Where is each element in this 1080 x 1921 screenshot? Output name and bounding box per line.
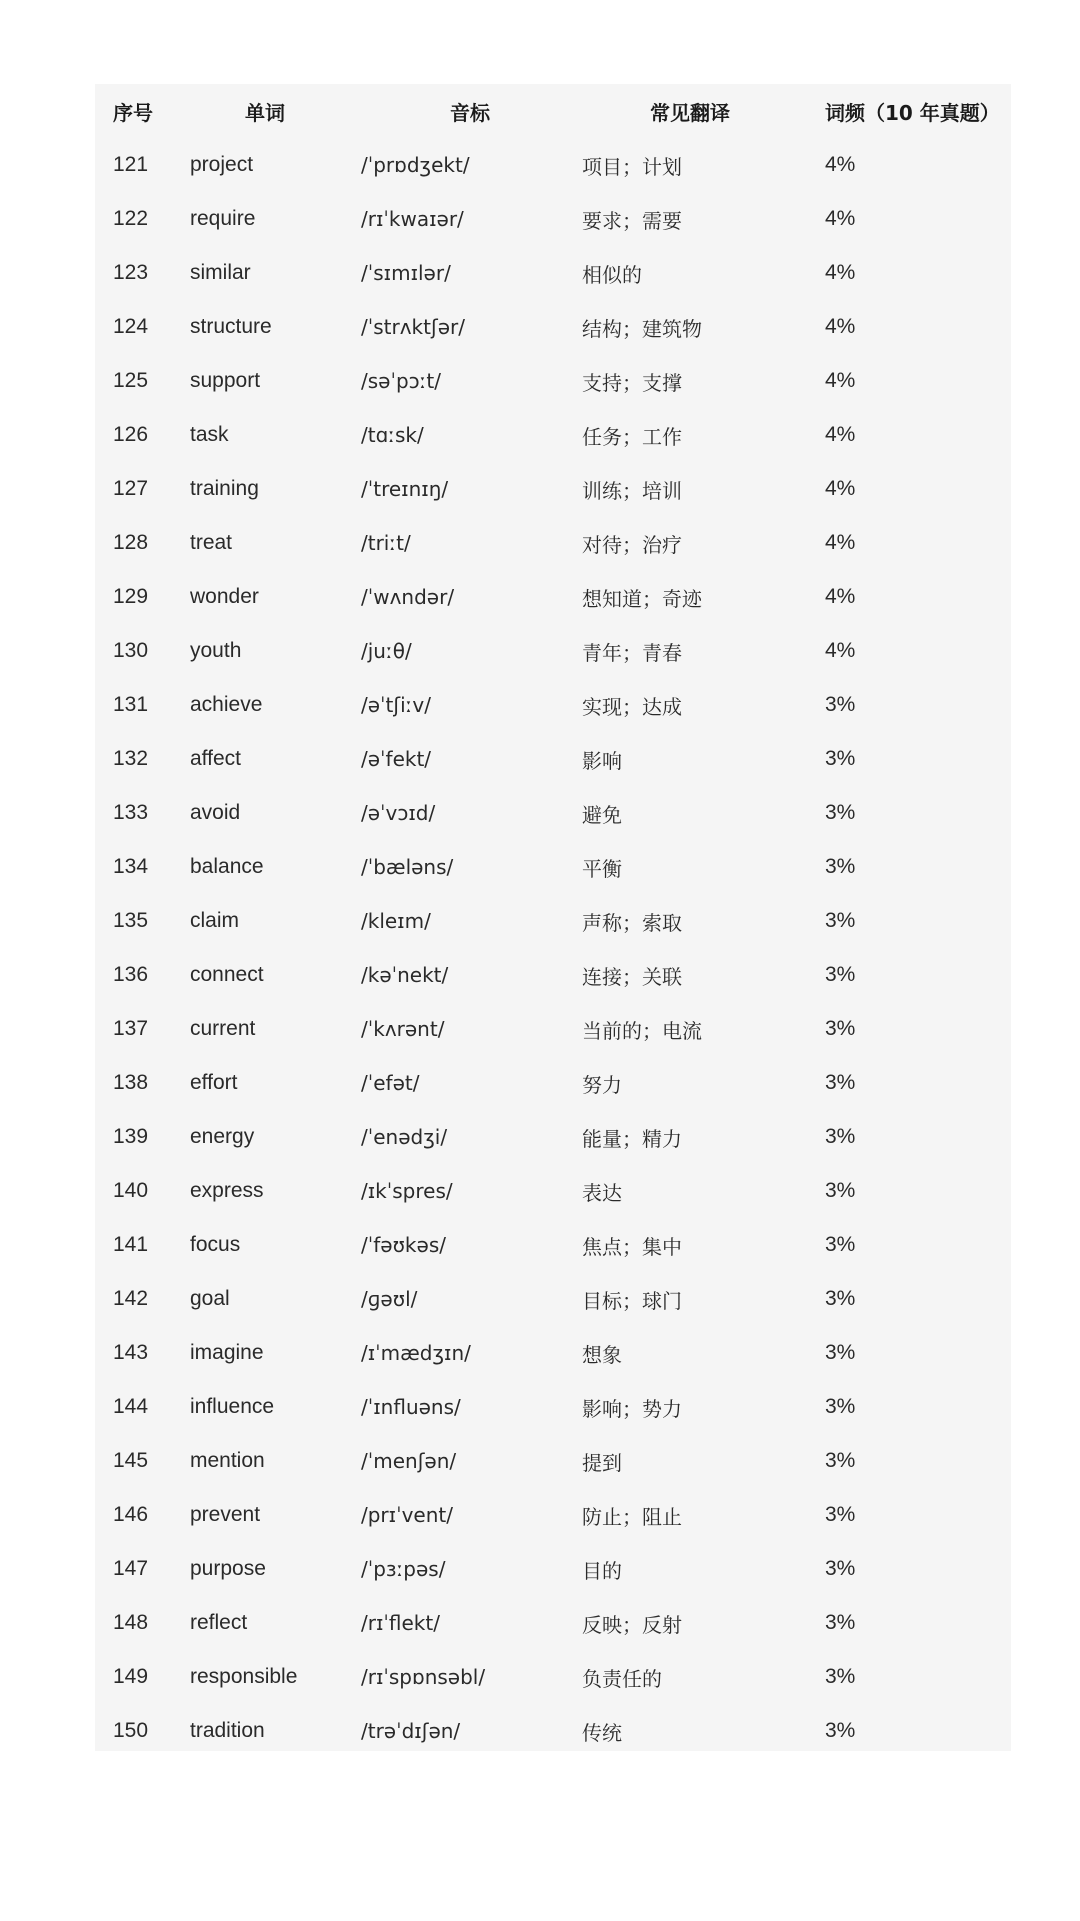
cell-index: 142: [113, 1287, 149, 1310]
cell-index: 146: [113, 1503, 149, 1526]
cell-phonetic: /prɪˈvent/: [361, 1503, 453, 1527]
table-row: [95, 948, 1011, 1002]
cell-frequency: 4%: [825, 531, 856, 554]
cell-word: balance: [190, 855, 264, 878]
cell-frequency: 3%: [825, 1449, 856, 1472]
cell-translation: 影响；势力: [582, 1396, 682, 1421]
cell-phonetic: /əˈtʃiːv/: [361, 693, 431, 717]
cell-index: 150: [113, 1719, 149, 1742]
cell-translation: 影响: [582, 748, 622, 773]
cell-word: connect: [190, 963, 264, 986]
cell-frequency: 4%: [825, 477, 856, 500]
cell-word: energy: [190, 1125, 255, 1148]
table-row: [95, 1272, 1011, 1326]
cell-frequency: 3%: [825, 801, 856, 824]
header-translation: 常见翻译: [650, 100, 730, 125]
cell-translation: 平衡: [582, 856, 622, 881]
cell-index: 137: [113, 1017, 149, 1040]
table-row: [95, 1110, 1011, 1164]
cell-frequency: 3%: [825, 1665, 856, 1688]
cell-phonetic: /ˈefət/: [361, 1071, 420, 1095]
cell-phonetic: /rɪˈkwaɪər/: [361, 207, 464, 231]
cell-index: 129: [113, 585, 149, 608]
cell-translation: 声称；索取: [582, 910, 682, 935]
cell-word: reflect: [190, 1611, 248, 1634]
cell-index: 141: [113, 1233, 149, 1256]
cell-phonetic: /ɪkˈspres/: [361, 1179, 453, 1203]
cell-word: tradition: [190, 1719, 265, 1742]
cell-frequency: 4%: [825, 585, 856, 608]
cell-phonetic: /ɡəʊl/: [361, 1287, 418, 1311]
table-row: [95, 192, 1011, 246]
cell-word: responsible: [190, 1665, 298, 1688]
cell-index: 126: [113, 423, 149, 446]
cell-phonetic: /ˈfəʊkəs/: [361, 1233, 446, 1257]
cell-translation: 相似的: [582, 262, 642, 287]
table-row: [95, 138, 1011, 192]
cell-frequency: 3%: [825, 1017, 856, 1040]
table-row: [95, 1542, 1011, 1596]
cell-frequency: 3%: [825, 1233, 856, 1256]
cell-translation: 目标；球门: [582, 1288, 682, 1313]
table-row: [95, 1218, 1011, 1272]
cell-index: 136: [113, 963, 149, 986]
cell-translation: 负责任的: [582, 1666, 662, 1691]
cell-word: mention: [190, 1449, 265, 1472]
cell-frequency: 3%: [825, 747, 856, 770]
header-frequency: 词频（10 年真题）: [825, 100, 1000, 125]
cell-frequency: 3%: [825, 1341, 856, 1364]
cell-frequency: 4%: [825, 423, 856, 446]
cell-phonetic: /kəˈnekt/: [361, 963, 449, 987]
cell-frequency: 4%: [825, 639, 856, 662]
cell-frequency: 3%: [825, 855, 856, 878]
table-row: [95, 1650, 1011, 1704]
cell-translation: 青年；青春: [582, 640, 682, 665]
cell-phonetic: /tɑːsk/: [361, 423, 424, 447]
cell-phonetic: /ˈsɪmɪlər/: [361, 261, 451, 285]
cell-frequency: 3%: [825, 1395, 856, 1418]
cell-frequency: 4%: [825, 261, 856, 284]
cell-translation: 任务；工作: [582, 424, 682, 449]
cell-word: influence: [190, 1395, 275, 1418]
cell-index: 133: [113, 801, 149, 824]
cell-translation: 能量；精力: [582, 1126, 682, 1151]
cell-translation: 对待；治疗: [582, 532, 682, 557]
cell-index: 147: [113, 1557, 149, 1580]
cell-word: purpose: [190, 1557, 266, 1580]
cell-translation: 提到: [582, 1450, 622, 1475]
cell-translation: 结构；建筑物: [582, 316, 702, 341]
table-row: [95, 354, 1011, 408]
cell-translation: 想知道；奇迹: [582, 586, 702, 611]
cell-translation: 当前的；电流: [582, 1018, 702, 1043]
cell-frequency: 3%: [825, 909, 856, 932]
table-header-row: [95, 84, 1011, 138]
cell-phonetic: /ˈwʌndər/: [361, 585, 455, 609]
cell-index: 134: [113, 855, 149, 878]
cell-translation: 传统: [582, 1720, 622, 1745]
cell-phonetic: /rɪˈflekt/: [361, 1611, 440, 1635]
cell-index: 144: [113, 1395, 149, 1418]
header-phonetic: 音标: [450, 100, 490, 125]
cell-phonetic: /ˈpɜːpəs/: [361, 1557, 446, 1581]
cell-frequency: 4%: [825, 207, 856, 230]
cell-word: treat: [190, 531, 233, 554]
table-row: [95, 300, 1011, 354]
cell-translation: 表达: [582, 1180, 622, 1205]
table-row: [95, 1002, 1011, 1056]
cell-word: require: [190, 207, 256, 230]
cell-word: prevent: [190, 1503, 261, 1526]
cell-word: goal: [190, 1287, 230, 1310]
cell-word: avoid: [190, 801, 241, 824]
cell-phonetic: /səˈpɔːt/: [361, 369, 441, 393]
cell-frequency: 3%: [825, 1125, 856, 1148]
table-row: [95, 1380, 1011, 1434]
cell-index: 149: [113, 1665, 149, 1688]
table-row: [95, 246, 1011, 300]
table-row: [95, 1596, 1011, 1650]
table-row: [95, 462, 1011, 516]
cell-word: structure: [190, 315, 272, 338]
cell-phonetic: /trəˈdɪʃən/: [361, 1719, 461, 1743]
cell-frequency: 3%: [825, 1179, 856, 1202]
table-row: [95, 786, 1011, 840]
table-row: [95, 1326, 1011, 1380]
cell-frequency: 4%: [825, 369, 856, 392]
table-row: [95, 570, 1011, 624]
cell-word: imagine: [190, 1341, 264, 1364]
cell-frequency: 3%: [825, 1719, 856, 1742]
cell-frequency: 3%: [825, 1557, 856, 1580]
cell-index: 130: [113, 639, 149, 662]
table-row: [95, 1164, 1011, 1218]
cell-frequency: 3%: [825, 693, 856, 716]
cell-translation: 项目；计划: [582, 154, 682, 179]
cell-phonetic: /ˈenədʒi/: [361, 1125, 448, 1149]
table-row: [95, 1704, 1011, 1758]
cell-translation: 焦点；集中: [582, 1234, 682, 1259]
cell-translation: 实现；达成: [582, 694, 682, 719]
cell-index: 132: [113, 747, 149, 770]
cell-word: claim: [190, 909, 240, 932]
cell-index: 135: [113, 909, 149, 932]
cell-translation: 避免: [582, 802, 622, 827]
cell-frequency: 3%: [825, 963, 856, 986]
cell-word: express: [190, 1179, 264, 1202]
cell-frequency: 3%: [825, 1071, 856, 1094]
cell-phonetic: /ˈprɒdʒekt/: [361, 153, 470, 177]
cell-word: effort: [190, 1071, 238, 1094]
cell-phonetic: /ɪˈmædʒɪn/: [361, 1341, 471, 1365]
cell-phonetic: /rɪˈspɒnsəbl/: [361, 1665, 486, 1689]
header-word: 单词: [245, 100, 285, 125]
table-row: [95, 624, 1011, 678]
cell-translation: 努力: [582, 1072, 622, 1097]
cell-translation: 防止；阻止: [582, 1504, 682, 1529]
cell-phonetic: /ˈkʌrənt/: [361, 1017, 445, 1041]
cell-index: 127: [113, 477, 149, 500]
cell-phonetic: /kleɪm/: [361, 909, 431, 933]
cell-word: achieve: [190, 693, 263, 716]
table-row: [95, 894, 1011, 948]
cell-translation: 要求；需要: [582, 208, 682, 233]
cell-word: training: [190, 477, 259, 500]
cell-word: focus: [190, 1233, 241, 1256]
cell-index: 138: [113, 1071, 149, 1094]
cell-index: 121: [113, 153, 149, 176]
table-row: [95, 1488, 1011, 1542]
table-row: [95, 1056, 1011, 1110]
cell-index: 143: [113, 1341, 149, 1364]
cell-index: 140: [113, 1179, 149, 1202]
cell-word: wonder: [190, 585, 259, 608]
cell-translation: 连接；关联: [582, 964, 682, 989]
table-row: [95, 516, 1011, 570]
cell-phonetic: /juːθ/: [361, 639, 412, 663]
cell-word: project: [190, 153, 254, 176]
cell-translation: 反映；反射: [582, 1612, 682, 1637]
cell-frequency: 4%: [825, 153, 856, 176]
table-row: [95, 1434, 1011, 1488]
cell-translation: 想象: [582, 1342, 622, 1367]
cell-phonetic: /ˈmenʃən/: [361, 1449, 457, 1473]
table-row: [95, 678, 1011, 732]
cell-word: current: [190, 1017, 256, 1040]
cell-translation: 支持；支撑: [582, 370, 682, 395]
cell-phonetic: /ˈɪnfluəns/: [361, 1395, 461, 1419]
cell-word: youth: [190, 639, 242, 662]
vocabulary-table: [95, 84, 1011, 1751]
cell-index: 148: [113, 1611, 149, 1634]
cell-index: 124: [113, 315, 149, 338]
cell-phonetic: /əˈfekt/: [361, 747, 432, 771]
table-row: [95, 732, 1011, 786]
cell-phonetic: /triːt/: [361, 531, 411, 555]
cell-frequency: 3%: [825, 1287, 856, 1310]
cell-frequency: 3%: [825, 1611, 856, 1634]
cell-phonetic: /ˈtreɪnɪŋ/: [361, 477, 449, 501]
header-index: 序号: [113, 100, 153, 125]
cell-frequency: 3%: [825, 1503, 856, 1526]
cell-word: similar: [190, 261, 251, 284]
cell-index: 131: [113, 693, 149, 716]
cell-word: affect: [190, 747, 241, 770]
cell-index: 145: [113, 1449, 149, 1472]
cell-index: 123: [113, 261, 149, 284]
cell-phonetic: /ˈstrʌktʃər/: [361, 315, 465, 339]
cell-translation: 目的: [582, 1558, 622, 1583]
cell-word: support: [190, 369, 261, 392]
cell-phonetic: /əˈvɔɪd/: [361, 801, 436, 825]
cell-translation: 训练；培训: [582, 478, 682, 503]
cell-index: 122: [113, 207, 149, 230]
cell-frequency: 4%: [825, 315, 856, 338]
cell-index: 139: [113, 1125, 149, 1148]
cell-word: task: [190, 423, 229, 446]
table-row: [95, 840, 1011, 894]
cell-phonetic: /ˈbæləns/: [361, 855, 454, 879]
cell-index: 128: [113, 531, 149, 554]
cell-index: 125: [113, 369, 149, 392]
table-row: [95, 408, 1011, 462]
